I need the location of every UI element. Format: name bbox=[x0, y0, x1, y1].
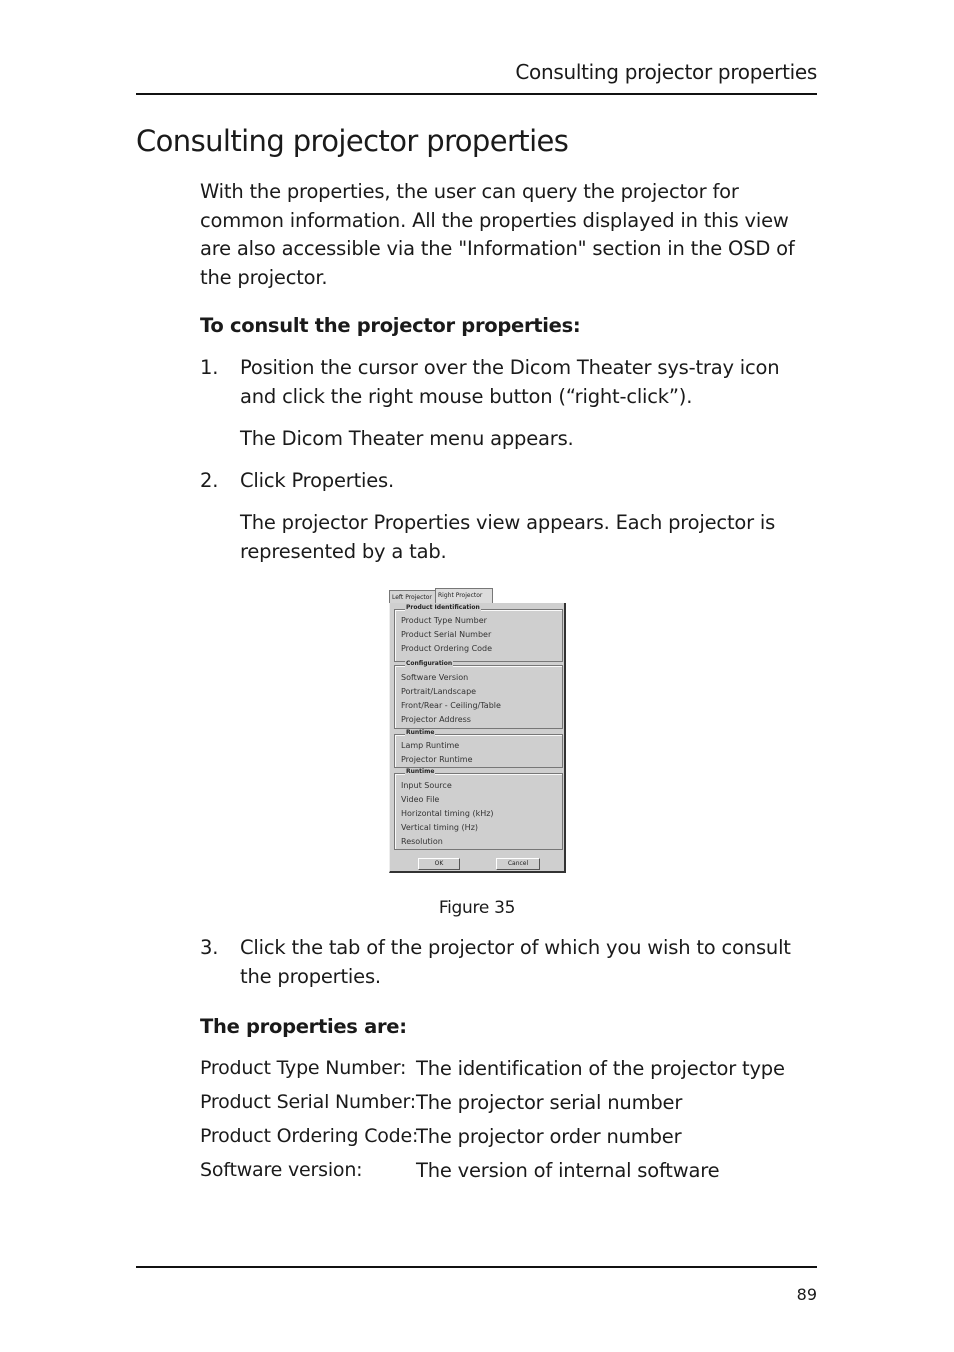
properties-heading: The properties are: bbox=[200, 1015, 407, 1038]
step-result: The Dicom Theater menu appears. bbox=[240, 427, 574, 450]
property-label: Software version: bbox=[200, 1159, 363, 1181]
group-line: Vertical timing (Hz) bbox=[401, 823, 479, 832]
group-line: Resolution bbox=[401, 837, 443, 846]
property-value: The version of internal software bbox=[416, 1159, 720, 1182]
property-value: The identification of the projector type bbox=[416, 1057, 785, 1080]
cancel-button: Cancel bbox=[496, 858, 540, 870]
ok-button: OK bbox=[418, 858, 460, 870]
dialog-body bbox=[389, 603, 566, 873]
group-line: Input Source bbox=[401, 781, 452, 790]
property-label: Product Serial Number: bbox=[200, 1091, 416, 1113]
page-number: 89 bbox=[796, 1285, 817, 1304]
step-text: Click the tab of the projector of which you wish to consult the properties. bbox=[240, 936, 791, 988]
step-number: 1. bbox=[200, 356, 219, 379]
step-text: Position the cursor over the Dicom Theater sys-tray icon and click the right mouse button (“right-click”). bbox=[240, 356, 780, 408]
group-box bbox=[394, 604, 563, 662]
properties-dialog-figure bbox=[389, 590, 565, 873]
group-box bbox=[394, 660, 563, 729]
header-rule bbox=[136, 93, 817, 95]
group-line: Video File bbox=[401, 795, 440, 804]
tab-right-projector: Right Projector bbox=[435, 588, 493, 605]
step-result: The projector Properties view appears. Each projector is represented by a tab. bbox=[240, 511, 776, 563]
procedure-heading: To consult the projector properties: bbox=[200, 314, 581, 337]
page-title: Consulting projector properties bbox=[136, 124, 569, 158]
group-line: Product Type Number bbox=[401, 616, 487, 625]
group-title: Product Identification bbox=[406, 604, 480, 611]
step-number: 2. bbox=[200, 469, 219, 492]
group-box bbox=[394, 768, 563, 850]
intro-paragraph: With the properties, the user can query the projector for common information. All the properties displayed in this view are also accessible via the "Information" section in the OSD of the projector. bbox=[200, 180, 795, 289]
step-text: Click Properties. bbox=[240, 469, 395, 492]
group-title: Runtime bbox=[406, 768, 435, 775]
property-value: The projector serial number bbox=[416, 1091, 683, 1114]
group-line: Product Serial Number bbox=[401, 630, 492, 639]
group-title: Runtime bbox=[406, 729, 435, 736]
group-line: Front/Rear - Ceiling/Table bbox=[401, 701, 501, 710]
running-header: Consulting projector properties bbox=[515, 60, 817, 84]
tab-left-projector: Left Projector bbox=[389, 590, 437, 605]
step-number: 3. bbox=[200, 936, 219, 959]
figure-caption: Figure 35 bbox=[438, 898, 516, 918]
group-box bbox=[394, 729, 563, 768]
group-line: Software Version bbox=[401, 673, 469, 682]
group-title: Configuration bbox=[406, 660, 453, 667]
group-line: Product Ordering Code bbox=[401, 644, 493, 653]
group-line: Projector Runtime bbox=[401, 755, 473, 764]
group-line: Lamp Runtime bbox=[401, 741, 460, 750]
property-label: Product Type Number: bbox=[200, 1057, 407, 1079]
group-line: Portrait/Landscape bbox=[401, 687, 477, 696]
group-line: Horizontal timing (kHz) bbox=[401, 809, 494, 818]
group-line: Projector Address bbox=[401, 715, 471, 724]
footer-rule bbox=[136, 1266, 817, 1268]
property-label: Product Ordering Code: bbox=[200, 1125, 419, 1147]
property-value: The projector order number bbox=[416, 1125, 682, 1148]
